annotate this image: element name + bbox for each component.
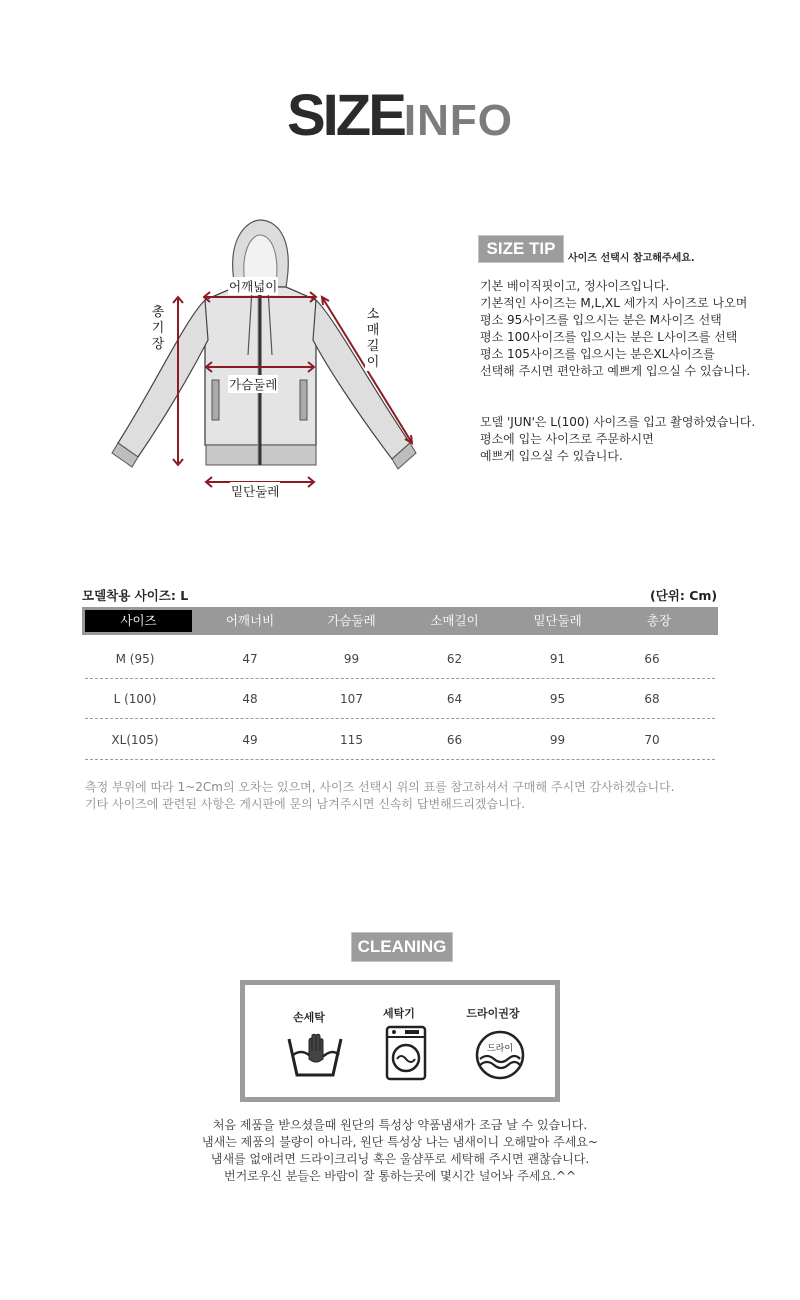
- cleaning-note: 냄새는 제품의 불량이 아니라, 원단 특성상 나는 냄새이니 오해말아 주세요~: [202, 1135, 598, 1149]
- label-total-length-char: 기: [151, 321, 165, 336]
- cell-hem: 95: [549, 692, 566, 706]
- dry-clean-icon: [471, 1029, 529, 1081]
- cell-size: M (95): [115, 652, 155, 666]
- cell-hem: 99: [549, 733, 566, 747]
- title-info-word: INFO: [403, 96, 514, 145]
- table-note: 기타 사이즈에 관련된 사항은 게시판에 문의 남겨주시면 신속히 답변해드리겠습니다.: [85, 797, 526, 811]
- row-divider: [85, 759, 715, 760]
- model-size-label: 모델착용 사이즈: L: [82, 588, 189, 603]
- header-hem: 밑단둘레: [533, 613, 582, 628]
- header-sleeve: 소매길이: [430, 613, 479, 628]
- care-label-washing-machine: 세탁기: [383, 1007, 415, 1020]
- header-total-length: 총장: [646, 613, 672, 628]
- header-shoulder: 어깨너비: [225, 613, 275, 628]
- size-tip-line: 평소 100사이즈를 입으시는 분은 L사이즈를 선택: [480, 330, 738, 344]
- label-shoulder-width: 어깨넓이: [229, 279, 278, 294]
- dry-clean-icon-text: 드라이: [486, 1044, 514, 1054]
- size-tip-line: 평소 95사이즈를 입으시는 분은 M사이즈 선택: [480, 313, 722, 327]
- size-tip-badge: SIZE TIP: [478, 235, 564, 263]
- size-tip-caption: 사이즈 선택시 참고해주세요.: [568, 253, 695, 264]
- hand-wash-icon: [285, 1029, 345, 1081]
- care-label-hand-wash: 손세탁: [293, 1011, 325, 1024]
- cell-shoulder: 49: [242, 733, 258, 747]
- care-label-dry-clean: 드라이권장: [466, 1007, 520, 1020]
- model-info-line: 평소에 입는 사이즈로 주문하시면: [480, 432, 654, 446]
- size-info-title: [0, 82, 800, 149]
- label-sleeve-length-char: 소: [366, 307, 380, 322]
- cell-size: XL(105): [111, 733, 159, 747]
- cell-sleeve: 66: [446, 733, 463, 747]
- row-divider: [85, 678, 715, 679]
- header-chest: 가슴둘레: [327, 613, 376, 628]
- label-sleeve-length-char: 매: [366, 323, 380, 338]
- cell-total-length: 70: [644, 733, 660, 747]
- row-divider: [85, 718, 715, 719]
- cell-size: L (100): [113, 692, 157, 706]
- size-tip-line: 선택해 주시면 편안하고 예쁘게 입으실 수 있습니다.: [480, 364, 751, 378]
- unit-label: (단위: Cm): [650, 588, 718, 603]
- cell-sleeve: 62: [446, 652, 463, 666]
- label-sleeve-length-char: 이: [366, 355, 380, 370]
- cleaning-note: 번거로우신 분들은 바람이 잘 통하는곳에 몇시간 널어놔 주세요.^^: [223, 1169, 577, 1183]
- cell-sleeve: 64: [446, 692, 463, 706]
- label-chest: 가슴둘레: [229, 377, 278, 392]
- model-info-line: 예쁘게 입으실 수 있습니다.: [480, 449, 623, 463]
- cleaning-badge: CLEANING: [351, 932, 453, 962]
- care-instructions-box: [240, 980, 560, 1102]
- washing-machine-icon: [385, 1025, 427, 1081]
- cell-chest: 115: [340, 733, 363, 747]
- label-total-length-char: 장: [151, 337, 165, 352]
- cell-shoulder: 47: [242, 652, 258, 666]
- size-tip-line: 평소 105사이즈를 입으시는 분은XL사이즈를: [480, 347, 715, 361]
- cell-chest: 107: [340, 692, 363, 706]
- label-sleeve-length-char: 길: [366, 339, 380, 354]
- cell-total-length: 68: [644, 692, 660, 706]
- header-size: 사이즈: [120, 613, 157, 628]
- size-table-header: [82, 607, 718, 635]
- cell-shoulder: 48: [242, 692, 258, 706]
- cell-hem: 91: [549, 652, 566, 666]
- table-note: 측정 부위에 따라 1~2Cm의 오차는 있으며, 사이즈 선택시 위의 표를 참고하셔서 구매해 주시면 감사하겠습니다.: [85, 780, 675, 794]
- cleaning-note: 처음 제품을 받으셨을때 원단의 특성상 약품냄새가 조금 날 수 있습니다.: [212, 1118, 588, 1132]
- size-tip-line: 기본적인 사이즈는 M,L,XL 세가지 사이즈로 나오며: [480, 296, 748, 310]
- label-total-length: [150, 305, 166, 353]
- jacket-size-diagram: [100, 215, 430, 510]
- cell-total-length: 66: [644, 652, 660, 666]
- size-tip-line: 기본 베이직핏이고, 정사이즈입니다.: [480, 279, 670, 293]
- label-sleeve-length: [365, 307, 381, 371]
- cell-chest: 99: [343, 652, 360, 666]
- cleaning-note: 냄새를 없애려면 드라이크리닝 혹은 울샴푸로 세탁해 주시면 괜찮습니다.: [210, 1152, 590, 1166]
- model-info-line: 모델 'JUN'은 L(100) 사이즈를 입고 촬영하였습니다.: [480, 415, 756, 429]
- title-size-word: SIZE: [286, 83, 404, 148]
- label-total-length-char: 총: [151, 305, 165, 320]
- label-hem: 밑단둘레: [231, 484, 280, 499]
